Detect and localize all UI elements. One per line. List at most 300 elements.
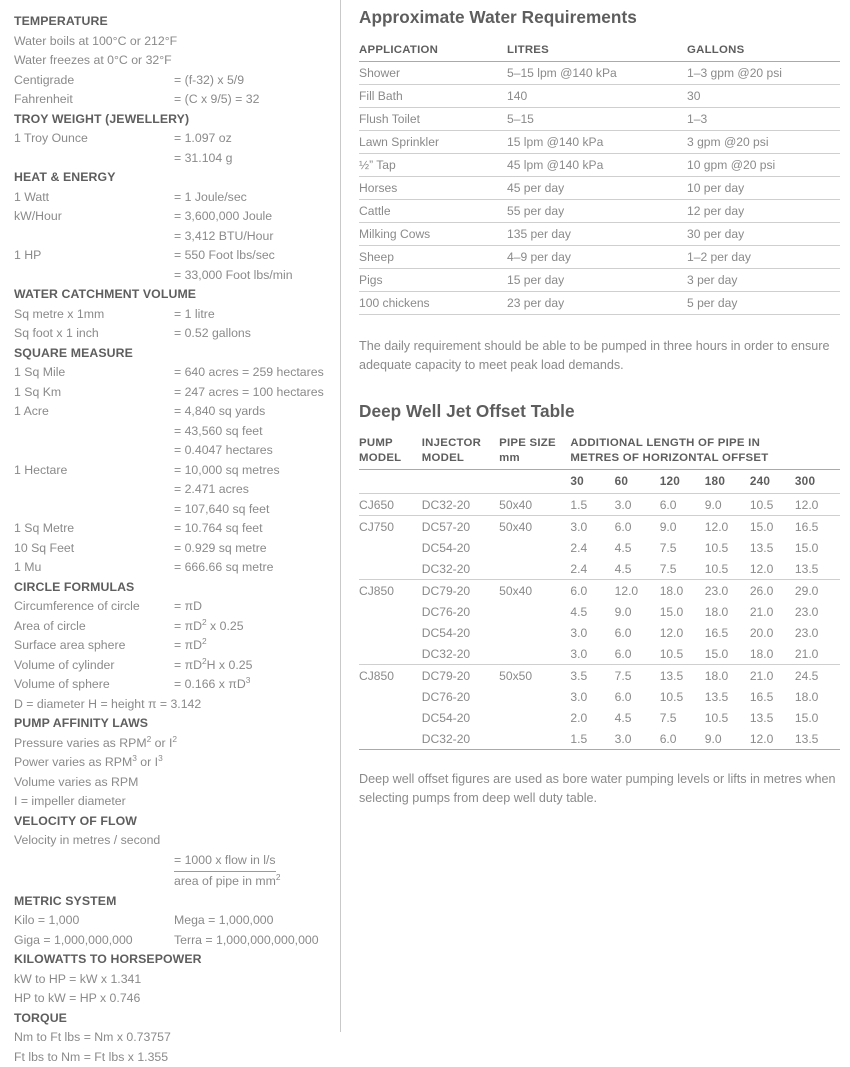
cell-offset-value: 15.0 — [660, 601, 705, 622]
conversion-row — [14, 753, 334, 773]
conversion-value: = 666.66 sq metre — [174, 558, 334, 578]
cell-offset-value: 10.5 — [660, 643, 705, 665]
conversion-label: Water freezes at 0°C or 32°F — [14, 51, 172, 71]
table-cell: 30 — [687, 85, 840, 108]
conversion-row — [14, 324, 334, 344]
water-requirements-note: The daily requirement should be able to be pumped in three hours in order to ensure adequate capacity to meet peak load demands. — [359, 337, 837, 374]
table-row — [359, 558, 840, 580]
torque-rows — [14, 1028, 334, 1067]
conversion-label: 1 Sq Metre — [14, 519, 174, 539]
conversions-column — [14, 12, 334, 1067]
cell-offset-value: 3.0 — [570, 643, 614, 665]
cell-offset-value: 6.0 — [615, 686, 660, 707]
section-heading: CIRCLE FORMULAS — [14, 578, 334, 598]
table-cell: 55 per day — [507, 200, 687, 223]
conversion-label: 1 Sq Mile — [14, 363, 174, 383]
table-cell: 1–3 — [687, 108, 840, 131]
cell-injector-model: DC54-20 — [422, 707, 499, 728]
conversion-label — [14, 422, 174, 442]
offset-distance-header: 60 — [615, 470, 660, 494]
table-cell: 15 per day — [507, 269, 687, 292]
cell-offset-value: 6.0 — [615, 622, 660, 643]
cell-offset-value: 9.0 — [705, 728, 750, 750]
table-row — [359, 131, 840, 154]
cell-injector-model: DC32-20 — [422, 494, 499, 516]
cell-offset-value: 16.5 — [750, 686, 795, 707]
velocity-text: Velocity in metres / second — [14, 831, 160, 851]
cell-offset-value: 24.5 — [795, 665, 840, 687]
cell-injector-model: DC32-20 — [422, 728, 499, 750]
cell-pipe-size — [499, 601, 570, 622]
table-row — [359, 601, 840, 622]
conversion-row — [14, 695, 334, 715]
cell-offset-value: 7.5 — [660, 707, 705, 728]
cell-offset-value: 10.5 — [750, 494, 795, 516]
conversion-value: = 4,840 sq yards — [174, 402, 334, 422]
cell-pump-model — [359, 707, 422, 728]
table-cell: 3 per day — [687, 269, 840, 292]
cell-offset-value: 3.0 — [570, 516, 614, 538]
cell-pipe-size — [499, 643, 570, 665]
cell-offset-value: 7.5 — [615, 665, 660, 687]
table-cell: 100 chickens — [359, 292, 507, 315]
cell-offset-value: 6.0 — [660, 494, 705, 516]
cell-pipe-size — [499, 707, 570, 728]
conversion-row — [14, 636, 334, 656]
offset-distance-header: 180 — [705, 470, 750, 494]
cell-offset-value: 13.5 — [705, 686, 750, 707]
conversion-row — [14, 422, 334, 442]
fraction-denominator: area of pipe in $mm^2$ — [174, 872, 334, 892]
cell-offset-value: 16.5 — [705, 622, 750, 643]
column-header-offset-span: ADDITIONAL LENGTH OF PIPE IN METRES OF HORIZONTAL OFFSET — [570, 436, 840, 470]
table-row — [359, 200, 840, 223]
cell-offset-value: 10.5 — [705, 537, 750, 558]
table-row — [359, 580, 840, 602]
conversion-value: = 0.52 gallons — [174, 324, 334, 344]
offset-distance-header: 300 — [795, 470, 840, 494]
kilowatts-to-horsepower-section — [14, 950, 334, 1009]
cell-offset-value: 20.0 — [750, 622, 795, 643]
conversion-value: = 10,000 sq metres — [174, 461, 334, 481]
table-header-row — [359, 44, 840, 62]
conversion-label: kW/Hour — [14, 207, 174, 227]
metric-row — [14, 911, 334, 931]
table-row — [359, 177, 840, 200]
conversion-value: = 10.764 sq feet — [174, 519, 334, 539]
table-cell: Shower — [359, 62, 507, 85]
section-heading: KILOWATTS TO HORSEPOWER — [14, 950, 334, 970]
conversion-label: Fahrenheit — [14, 90, 174, 110]
deep-well-note: Deep well offset figures are used as bore water pumping levels or lifts in metres when selecting pumps from deep well duty table. — [359, 770, 837, 807]
table-cell: Pigs — [359, 269, 507, 292]
conversion-value: = $\pi D^2$ — [174, 636, 334, 656]
cell-pump-model — [359, 601, 422, 622]
conversion-label — [14, 441, 174, 461]
conversion-value: = πD — [174, 597, 334, 617]
cell-offset-value: 3.0 — [570, 686, 614, 707]
table-cell: Milking Cows — [359, 223, 507, 246]
cell-offset-value: 6.0 — [615, 643, 660, 665]
table-row — [359, 686, 840, 707]
conversion-value: = 0.166 x $\pi D^3$ — [174, 675, 334, 695]
cell-offset-value: 18.0 — [660, 580, 705, 602]
section-heading: WATER CATCHMENT VOLUME — [14, 285, 334, 305]
cell-pipe-size — [499, 558, 570, 580]
cell-offset-value: 13.5 — [795, 558, 840, 580]
table-row — [359, 622, 840, 643]
cell-pipe-size — [499, 537, 570, 558]
table-cell: 23 per day — [507, 292, 687, 315]
conversion-row — [14, 149, 334, 169]
conversion-value: = 2.471 acres — [174, 480, 334, 500]
metric-value-left: Kilo = 1,000 — [14, 911, 174, 931]
table-cell: 10 per day — [687, 177, 840, 200]
conversion-label: kW to HP = kW x 1.341 — [14, 970, 141, 990]
table-cell: 10 gpm @20 psi — [687, 154, 840, 177]
cell-offset-value: 18.0 — [705, 601, 750, 622]
conversion-row — [14, 227, 334, 247]
conversion-row — [14, 539, 334, 559]
cell-offset-value: 10.5 — [660, 686, 705, 707]
table-row — [359, 154, 840, 177]
cell-offset-value: 16.5 — [795, 516, 840, 538]
cell-injector-model: DC54-20 — [422, 622, 499, 643]
table-cell: 5–15 — [507, 108, 687, 131]
table-cell: Sheep — [359, 246, 507, 269]
kwhp-rows — [14, 970, 334, 1009]
column-divider — [340, 0, 341, 1032]
cell-pump-model — [359, 558, 422, 580]
velocity-of-flow-section — [14, 812, 334, 892]
cell-injector-model: DC32-20 — [422, 643, 499, 665]
section-heading: METRIC SYSTEM — [14, 892, 334, 912]
conversion-row — [14, 500, 334, 520]
torque-row — [14, 1028, 334, 1048]
column-header-litres: LITRES — [507, 44, 687, 62]
conversion-value: = 1.097 oz — [174, 129, 334, 149]
table-row — [359, 246, 840, 269]
table-cell: Flush Toilet — [359, 108, 507, 131]
conversion-label: Area of circle — [14, 617, 174, 637]
cell-offset-value: 2.4 — [570, 558, 614, 580]
table-cell: 140 — [507, 85, 687, 108]
conversion-value: = 0.929 sq metre — [174, 539, 334, 559]
cell-offset-value: 23.0 — [795, 601, 840, 622]
cell-offset-value: 4.5 — [615, 537, 660, 558]
conversion-label: Volume varies as RPM — [14, 773, 138, 793]
cell-offset-value: 23.0 — [705, 580, 750, 602]
offset-distance-header: 120 — [660, 470, 705, 494]
cell-pump-model: CJ750 — [359, 516, 422, 538]
conversion-label: 1 Mu — [14, 558, 174, 578]
cell-offset-value: 21.0 — [795, 643, 840, 665]
conversion-label: Ft lbs to Nm = Ft lbs x 1.355 — [14, 1048, 168, 1067]
table-row — [359, 728, 840, 750]
metric-value-left: Giga = 1,000,000,000 — [14, 931, 174, 951]
cell-offset-value: 7.5 — [660, 537, 705, 558]
table-row — [359, 62, 840, 85]
table-cell: 30 per day — [687, 223, 840, 246]
conversion-row — [14, 597, 334, 617]
table-cell: Horses — [359, 177, 507, 200]
table-row — [359, 269, 840, 292]
conversion-label: Pressure varies as RPM$^2$ or $I^2$ — [14, 734, 177, 754]
cell-pump-model — [359, 686, 422, 707]
metric-rows — [14, 911, 334, 950]
cell-offset-value: 9.0 — [705, 494, 750, 516]
cell-injector-model: DC79-20 — [422, 580, 499, 602]
conversion-label — [14, 500, 174, 520]
table-cell: 3 gpm @20 psi — [687, 131, 840, 154]
conversion-row — [14, 773, 334, 793]
conversion-value: = 3,412 BTU/Hour — [174, 227, 334, 247]
conversion-label: Water boils at 100°C or 212°F — [14, 32, 177, 52]
cell-offset-value: 4.5 — [615, 707, 660, 728]
section-heading: TORQUE — [14, 1009, 334, 1029]
metric-value-right: Mega = 1,000,000 — [174, 911, 334, 931]
table-row — [359, 665, 840, 687]
velocity-line — [14, 831, 334, 851]
table-row — [359, 108, 840, 131]
table-cell: 5 per day — [687, 292, 840, 315]
cell-offset-value: 13.5 — [795, 728, 840, 750]
cell-offset-value: 3.5 — [570, 665, 614, 687]
cell-pump-model: CJ850 — [359, 665, 422, 687]
cell-pump-model — [359, 643, 422, 665]
cell-offset-value: 12.0 — [750, 728, 795, 750]
table-row — [359, 516, 840, 538]
conversion-label — [14, 266, 174, 286]
conversion-row — [14, 51, 334, 71]
cell-offset-value: 18.0 — [750, 643, 795, 665]
column-header-pump-model: PUMP MODEL — [359, 436, 422, 470]
cell-offset-value: 18.0 — [795, 686, 840, 707]
cell-offset-value: 29.0 — [795, 580, 840, 602]
offset-header-spacer — [422, 470, 499, 494]
cell-offset-value: 7.5 — [660, 558, 705, 580]
conversion-value: = 43,560 sq feet — [174, 422, 334, 442]
table-row — [359, 643, 840, 665]
conversion-row — [14, 71, 334, 91]
conversion-row — [14, 402, 334, 422]
conversion-label — [14, 149, 174, 169]
offset-header-spacer — [499, 470, 570, 494]
section-heading: HEAT & ENERGY — [14, 168, 334, 188]
conversion-row — [14, 266, 334, 286]
conversion-value: = 1 Joule/sec — [174, 188, 334, 208]
conversion-row — [14, 441, 334, 461]
table-cell: Lawn Sprinkler — [359, 131, 507, 154]
cell-offset-value: 3.0 — [570, 622, 614, 643]
cell-offset-value: 15.0 — [795, 537, 840, 558]
conversion-sections — [14, 12, 334, 812]
conversion-label: 1 HP — [14, 246, 174, 266]
offset-header-spacer — [359, 470, 422, 494]
conversion-label: Surface area sphere — [14, 636, 174, 656]
conversion-label: Sq metre x 1mm — [14, 305, 174, 325]
cell-pipe-size — [499, 686, 570, 707]
conversion-label: D = diameter H = height π = 3.142 — [14, 695, 201, 715]
conversion-label: Volume of sphere — [14, 675, 174, 695]
table-row — [359, 707, 840, 728]
section-heading: TEMPERATURE — [14, 12, 334, 32]
cell-offset-value: 15.0 — [705, 643, 750, 665]
water-requirements-table — [359, 44, 840, 315]
cell-offset-value: 12.0 — [615, 580, 660, 602]
conversion-label — [14, 480, 174, 500]
cell-pipe-size: 50x40 — [499, 580, 570, 602]
cell-offset-value: 2.4 — [570, 537, 614, 558]
table-row — [359, 537, 840, 558]
conversion-row — [14, 32, 334, 52]
conversion-value: = $\pi D^2$ x 0.25 — [174, 617, 334, 637]
conversion-row — [14, 305, 334, 325]
torque-section — [14, 1009, 334, 1067]
cell-offset-value: 9.0 — [615, 601, 660, 622]
conversion-label — [14, 227, 174, 247]
cell-injector-model: DC54-20 — [422, 537, 499, 558]
water-requirements-title: Approximate Water Requirements — [359, 6, 840, 28]
conversion-value: = 1 litre — [174, 305, 334, 325]
cell-injector-model: DC32-20 — [422, 558, 499, 580]
conversion-label: 1 Sq Km — [14, 383, 174, 403]
cell-pipe-size: 50x40 — [499, 494, 570, 516]
cell-offset-value: 6.0 — [570, 580, 614, 602]
cell-pump-model — [359, 537, 422, 558]
conversion-row — [14, 246, 334, 266]
section-heading: PUMP AFFINITY LAWS — [14, 714, 334, 734]
conversion-value: = $\pi D^2H$ x 0.25 — [174, 656, 334, 676]
section-heading: SQUARE MEASURE — [14, 344, 334, 364]
cell-pump-model — [359, 728, 422, 750]
cell-offset-value: 4.5 — [570, 601, 614, 622]
deep-well-jet-offset-table — [359, 436, 840, 750]
conversion-label: Circumference of circle — [14, 597, 174, 617]
conversion-row — [14, 675, 334, 695]
metric-value-right: Terra = 1,000,000,000,000 — [174, 931, 334, 951]
conversion-label: I = impeller diameter — [14, 792, 126, 812]
column-header-application: APPLICATION — [359, 44, 507, 62]
conversion-label: Volume of cylinder — [14, 656, 174, 676]
cell-offset-value: 15.0 — [750, 516, 795, 538]
conversion-row — [14, 90, 334, 110]
conversion-row — [14, 558, 334, 578]
conversion-row — [14, 519, 334, 539]
cell-pump-model: CJ650 — [359, 494, 422, 516]
section-heading: VELOCITY OF FLOW — [14, 812, 334, 832]
cell-pipe-size: 50x40 — [499, 516, 570, 538]
water-requirements-body — [359, 62, 840, 315]
cell-offset-value: 6.0 — [660, 728, 705, 750]
conversion-row — [14, 207, 334, 227]
conversion-value: = (C x 9/5) = 32 — [174, 90, 334, 110]
cell-offset-value: 23.0 — [795, 622, 840, 643]
conversion-value: = 107,640 sq feet — [174, 500, 334, 520]
conversion-label: 1 Acre — [14, 402, 174, 422]
table-cell: 1–2 per day — [687, 246, 840, 269]
cell-pipe-size: 50x50 — [499, 665, 570, 687]
conversion-label: Power varies as RPM$^3$ or $I^3$ — [14, 753, 163, 773]
cell-offset-value: 26.0 — [750, 580, 795, 602]
conversion-value: = 247 acres = 100 hectares — [174, 383, 334, 403]
cell-injector-model: DC76-20 — [422, 686, 499, 707]
cell-pump-model — [359, 622, 422, 643]
table-row — [359, 85, 840, 108]
table-row — [359, 494, 840, 516]
offset-distance-header: 30 — [570, 470, 614, 494]
conversion-row — [14, 480, 334, 500]
cell-offset-value: 21.0 — [750, 665, 795, 687]
velocity-formula-fraction — [174, 851, 334, 892]
table-row — [359, 292, 840, 315]
table-cell: 135 per day — [507, 223, 687, 246]
column-header-pipe-size: PIPE SIZE mm — [499, 436, 570, 470]
conversion-row — [14, 129, 334, 149]
conversion-value: = 550 Foot lbs/sec — [174, 246, 334, 266]
table-cell: 5–15 lpm @140 kPa — [507, 62, 687, 85]
cell-offset-value: 13.5 — [750, 537, 795, 558]
cell-offset-value: 10.5 — [705, 707, 750, 728]
table-cell: 1–3 gpm @20 psi — [687, 62, 840, 85]
table-cell: 4–9 per day — [507, 246, 687, 269]
table-cell: ½” Tap — [359, 154, 507, 177]
conversion-label: Centigrade — [14, 71, 174, 91]
cell-offset-value: 2.0 — [570, 707, 614, 728]
section-heading: TROY WEIGHT (JEWELLERY) — [14, 110, 334, 130]
conversion-row — [14, 617, 334, 637]
conversion-row — [14, 383, 334, 403]
conversion-label: 1 Watt — [14, 188, 174, 208]
cell-injector-model: DC57-20 — [422, 516, 499, 538]
metric-system-section — [14, 892, 334, 951]
conversion-row — [14, 188, 334, 208]
table-cell: Fill Bath — [359, 85, 507, 108]
table-cell: 45 per day — [507, 177, 687, 200]
fraction-numerator: = 1000 x flow in l/s — [174, 851, 276, 873]
cell-offset-value: 12.0 — [705, 516, 750, 538]
cell-offset-value: 1.5 — [570, 494, 614, 516]
conversion-label: 10 Sq Feet — [14, 539, 174, 559]
tables-column — [359, 6, 840, 807]
conversion-row — [14, 734, 334, 754]
conversion-row — [14, 461, 334, 481]
cell-pipe-size — [499, 728, 570, 750]
kwhp-row — [14, 970, 334, 990]
cell-offset-value: 21.0 — [750, 601, 795, 622]
cell-injector-model: DC79-20 — [422, 665, 499, 687]
metric-row — [14, 931, 334, 951]
conversion-row — [14, 656, 334, 676]
conversion-value: = 3,600,000 Joule — [174, 207, 334, 227]
conversion-value: = 0.4047 hectares — [174, 441, 334, 461]
column-header-gallons: GALLONS — [687, 44, 840, 62]
cell-offset-value: 9.0 — [660, 516, 705, 538]
table-header-row — [359, 436, 840, 470]
conversion-row — [14, 792, 334, 812]
column-header-injector-model: INJECTOR MODEL — [422, 436, 499, 470]
table-row — [359, 223, 840, 246]
cell-offset-value: 12.0 — [795, 494, 840, 516]
table-cell: Cattle — [359, 200, 507, 223]
cell-offset-value: 13.5 — [750, 707, 795, 728]
deep-well-body — [359, 494, 840, 750]
conversion-label: 1 Troy Ounce — [14, 129, 174, 149]
kwhp-row — [14, 989, 334, 1009]
conversion-value: = (f-32) x 5/9 — [174, 71, 334, 91]
offset-distance-header: 240 — [750, 470, 795, 494]
cell-offset-value: 4.5 — [615, 558, 660, 580]
